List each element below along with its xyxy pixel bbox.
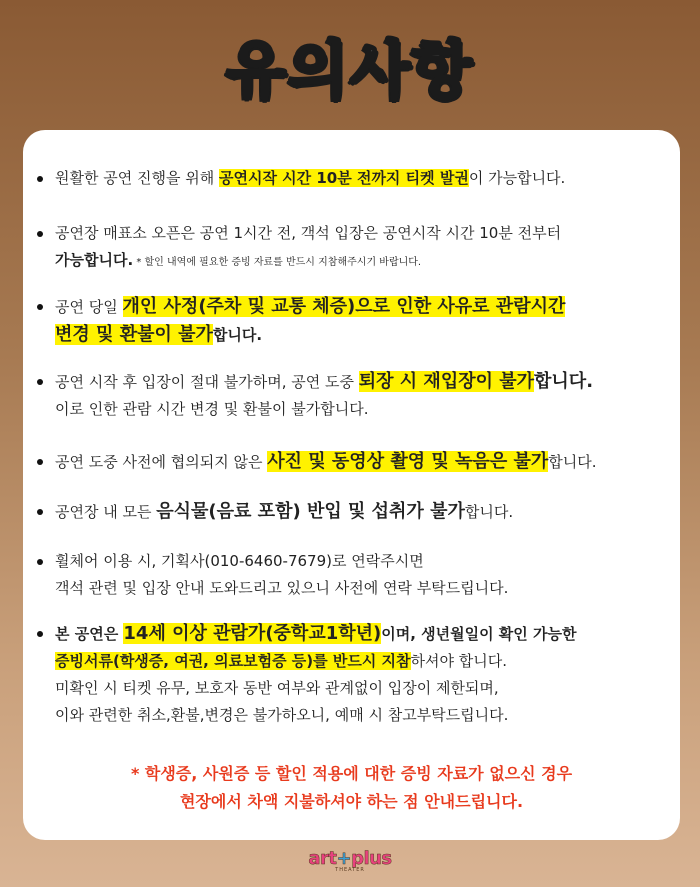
notice-text: 공연 시작 후 입장이 절대 불가하며, 공연 도중 [55, 373, 359, 391]
highlighted-text: 사진 및 동영상 촬영 및 녹음은 불가 [267, 451, 549, 472]
notice-text: 공연장 매표소 오픈은 공연 1시간 전, 객석 입장은 공연시작 시간 10분 전부터 [55, 224, 562, 242]
notice-text: 본 공연은 [55, 625, 124, 643]
notice-item-line [37, 548, 669, 575]
logo-wordmark [308, 848, 391, 869]
notice-item-line [37, 247, 669, 276]
notice-text: 이와 관련한 취소,환불,변경은 불가하오니, 예매 시 참고부탁드립니다. [55, 706, 509, 724]
notice-text: 객석 관련 및 입장 안내 도와드리고 있으니 사전에 연락 부탁드립니다. [55, 579, 509, 597]
notice-item [37, 448, 669, 476]
highlighted-text: 개인 사정(주차 및 교통 체증)으로 인한 사유로 관람시간 [122, 296, 566, 317]
highlighted-text: 증빙서류(학생증, 여권, 의료보험증 등)를 반드시 지참 [55, 652, 411, 670]
logo-plus: plus [351, 848, 392, 869]
discount-notice-line-2: 현장에서 차액 지불하셔야 하는 점 안내드립니다. [179, 792, 524, 811]
notice-item-line [37, 368, 669, 396]
notice-item-line [37, 293, 669, 321]
notice-text: 휠체어 이용 시, 기획사(010-6460-7679)로 연락주시면 [55, 552, 424, 570]
logo-plus-sign: + [336, 848, 352, 869]
highlighted-text: 14세 이상 관람가(중학교1학년) [123, 623, 382, 644]
logo-art: art [308, 848, 337, 869]
notice-text: 합니다. [212, 326, 263, 344]
notice-item [37, 368, 669, 423]
notice-item-line [37, 702, 669, 729]
notice-item-line [37, 675, 669, 702]
notice-item-line [37, 498, 669, 526]
notice-item-line [37, 448, 669, 476]
notice-text: 이며, 생년월일이 확인 가능한 [381, 625, 577, 643]
notice-item [37, 165, 669, 192]
notice-text: 합니다. [534, 371, 594, 392]
notice-text: 원활한 공연 진행을 위해 [55, 169, 219, 187]
notice-item-line [37, 648, 669, 675]
notice-item [37, 293, 669, 349]
notice-text: 하셔야 합니다. [410, 652, 507, 670]
page-title: 유의사항 [226, 33, 474, 106]
logo-subtitle: THEATER [335, 867, 365, 873]
notice-text: 공연장 내 모든 [55, 503, 157, 521]
highlighted-text: 퇴장 시 재입장이 불가 [358, 371, 535, 392]
notice-text: 음식물(음료 포함) 반입 및 섭취가 불가 [156, 501, 465, 522]
notice-text: 합니다. [464, 503, 514, 521]
notice-item-line [37, 396, 669, 423]
notice-text: 공연 당일 [55, 298, 123, 316]
notice-text: 이로 인한 관람 시간 변경 및 환불이 불가합니다. [55, 400, 369, 418]
notice-text: 공연 도중 사전에 협의되지 않은 [55, 453, 268, 471]
notice-item [37, 220, 669, 276]
highlighted-text: 변경 및 환불이 불가 [55, 324, 213, 345]
notice-item-line [37, 620, 669, 648]
notice-item [37, 620, 669, 729]
notice-text: 이 가능합니다. [468, 169, 566, 187]
highlighted-text: 공연시작 시간 10분 전까지 티켓 발권 [218, 169, 469, 187]
notice-item-line [37, 220, 669, 247]
notice-text: 가능합니다. [55, 251, 134, 269]
notice-item-line [37, 575, 669, 602]
notice-text: * 할인 내역에 필요한 증빙 자료를 반드시 지참해주시기 바랍니다. [133, 257, 422, 268]
notice-text: 미확인 시 티켓 유무, 보호자 동반 여부와 관계없이 입장이 제한되며, [55, 679, 499, 697]
artplus-logo [0, 848, 700, 873]
notice-item [37, 548, 669, 602]
notice-card [23, 130, 680, 840]
notice-item [37, 498, 669, 526]
notice-item-line [37, 321, 669, 349]
discount-notice-line-1: * 학생증, 사원증 등 할인 적용에 대한 증빙 자료가 없으신 경우 [130, 764, 573, 783]
notice-text: 합니다. [548, 453, 597, 471]
discount-notice [23, 760, 680, 816]
notice-item-line [37, 165, 669, 192]
